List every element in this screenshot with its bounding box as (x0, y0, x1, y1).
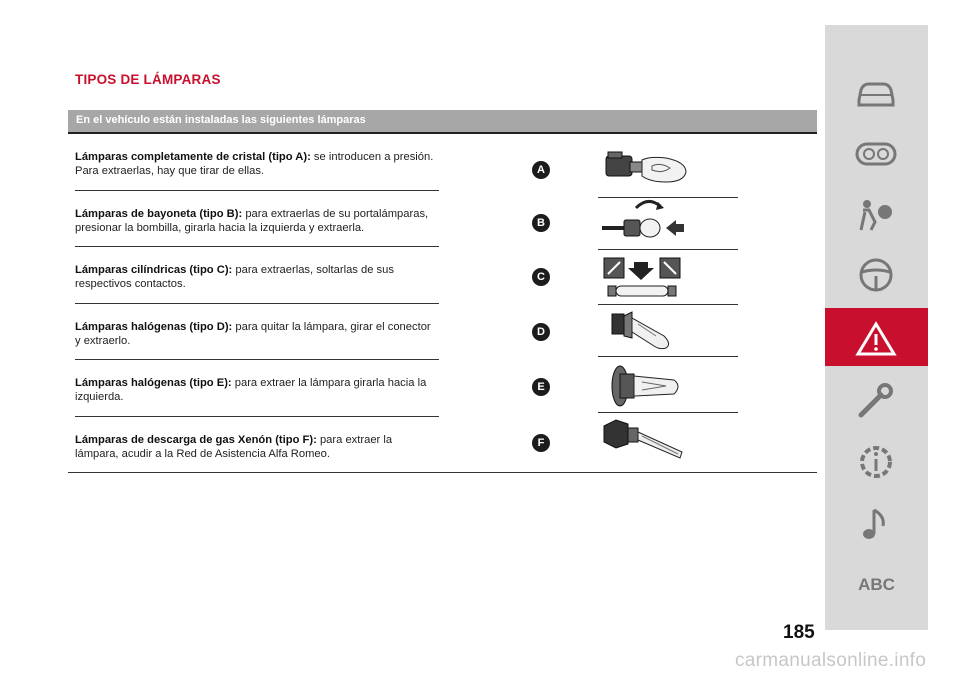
badge-d: D (532, 323, 550, 341)
illustration-divider (598, 249, 738, 250)
watermark: carmanualsonline.info (735, 650, 927, 671)
badge-e: E (532, 378, 550, 396)
lamp-entry-label: Lámparas cilíndricas (tipo C): (75, 264, 233, 276)
lamp-entry-text: para quitar la lámpara, girar el conector y extraerlo. (75, 321, 431, 347)
sidebar-item-car[interactable] (825, 65, 928, 123)
entry-divider (75, 359, 439, 360)
lamp-entry-label: Lámparas halógenas (tipo D): (75, 321, 233, 333)
sidebar-item-specifications[interactable] (825, 430, 928, 488)
airbag-icon (855, 198, 897, 232)
entry-divider (75, 246, 439, 247)
lamp-entry-text: para extraer la lámpara girarla hacia la izquierda. (75, 377, 427, 403)
chapter-sidebar (825, 25, 928, 630)
section-header-text: En el vehículo están instaladas las siguientes lámparas (76, 114, 366, 126)
lamp-entry-text: se introducen a presión. Para extraerlas, hay que tirar de ellas. (75, 151, 434, 177)
lamp-type-f-illustration (598, 416, 688, 466)
car-icon (855, 78, 897, 110)
badge-c: C (532, 268, 550, 286)
section-header-bar (68, 110, 817, 134)
lamp-entry-text: para extraerlas, soltarlas de sus respectivos contactos. (75, 264, 394, 290)
sidebar-item-emergency[interactable] (825, 308, 928, 366)
lamp-entry-e (75, 376, 435, 404)
lamp-entry-label: Lámparas de descarga de gas Xenón (tipo F): (75, 434, 317, 446)
lamp-entry-a (75, 150, 435, 178)
illustration-divider (598, 356, 738, 357)
entry-divider (75, 416, 439, 417)
lamp-entry-text: para extraerlas de su portalámparas, presionar la bombilla, girarla hacia la izquierda y extraerla. (75, 208, 429, 234)
steering-wheel-icon (855, 258, 897, 292)
lamp-entry-b (75, 207, 435, 235)
lamp-entry-label: Lámparas completamente de cristal (tipo A): (75, 151, 311, 163)
wrench-icon (855, 383, 897, 419)
lamp-entry-f (75, 433, 435, 461)
sidebar-item-airbag[interactable] (825, 185, 928, 243)
music-note-icon (855, 506, 897, 542)
page-title: TIPOS DE LÁMPARAS (75, 72, 221, 87)
lamp-entry-text: para extraer la lámpara, acudir a la Red de Asistencia Alfa Romeo. (75, 434, 393, 460)
section-bottom-line (68, 472, 817, 473)
lamp-entry-label: Lámparas halógenas (tipo E): (75, 377, 232, 389)
dashboard-icon (855, 138, 897, 170)
sidebar-item-dashboard[interactable] (825, 125, 928, 183)
warning-triangle-icon (855, 321, 897, 357)
sidebar-item-multimedia[interactable] (825, 493, 928, 551)
badge-b: B (532, 214, 550, 232)
lamp-type-e-illustration (606, 362, 686, 410)
entry-divider (75, 303, 439, 304)
badge-f: F (532, 434, 550, 452)
lamp-type-a-illustration (600, 148, 690, 190)
sidebar-item-index[interactable]: ABC (858, 575, 895, 594)
lamp-entry-label: Lámparas de bayoneta (tipo B): (75, 208, 243, 220)
entry-divider (75, 190, 439, 191)
lamp-type-d-illustration (608, 308, 678, 354)
badge-a: A (532, 161, 550, 179)
gear-info-icon (855, 443, 897, 481)
lamp-type-c-illustration (598, 254, 688, 300)
lamp-type-b-illustration (598, 198, 688, 244)
sidebar-item-steering[interactable] (825, 245, 928, 303)
page-number: 185 (783, 622, 815, 643)
sidebar-item-maintenance[interactable] (825, 370, 928, 428)
lamp-entry-c (75, 263, 435, 291)
illustration-divider (598, 412, 738, 413)
lamp-entry-d (75, 320, 435, 348)
illustration-divider (598, 304, 738, 305)
